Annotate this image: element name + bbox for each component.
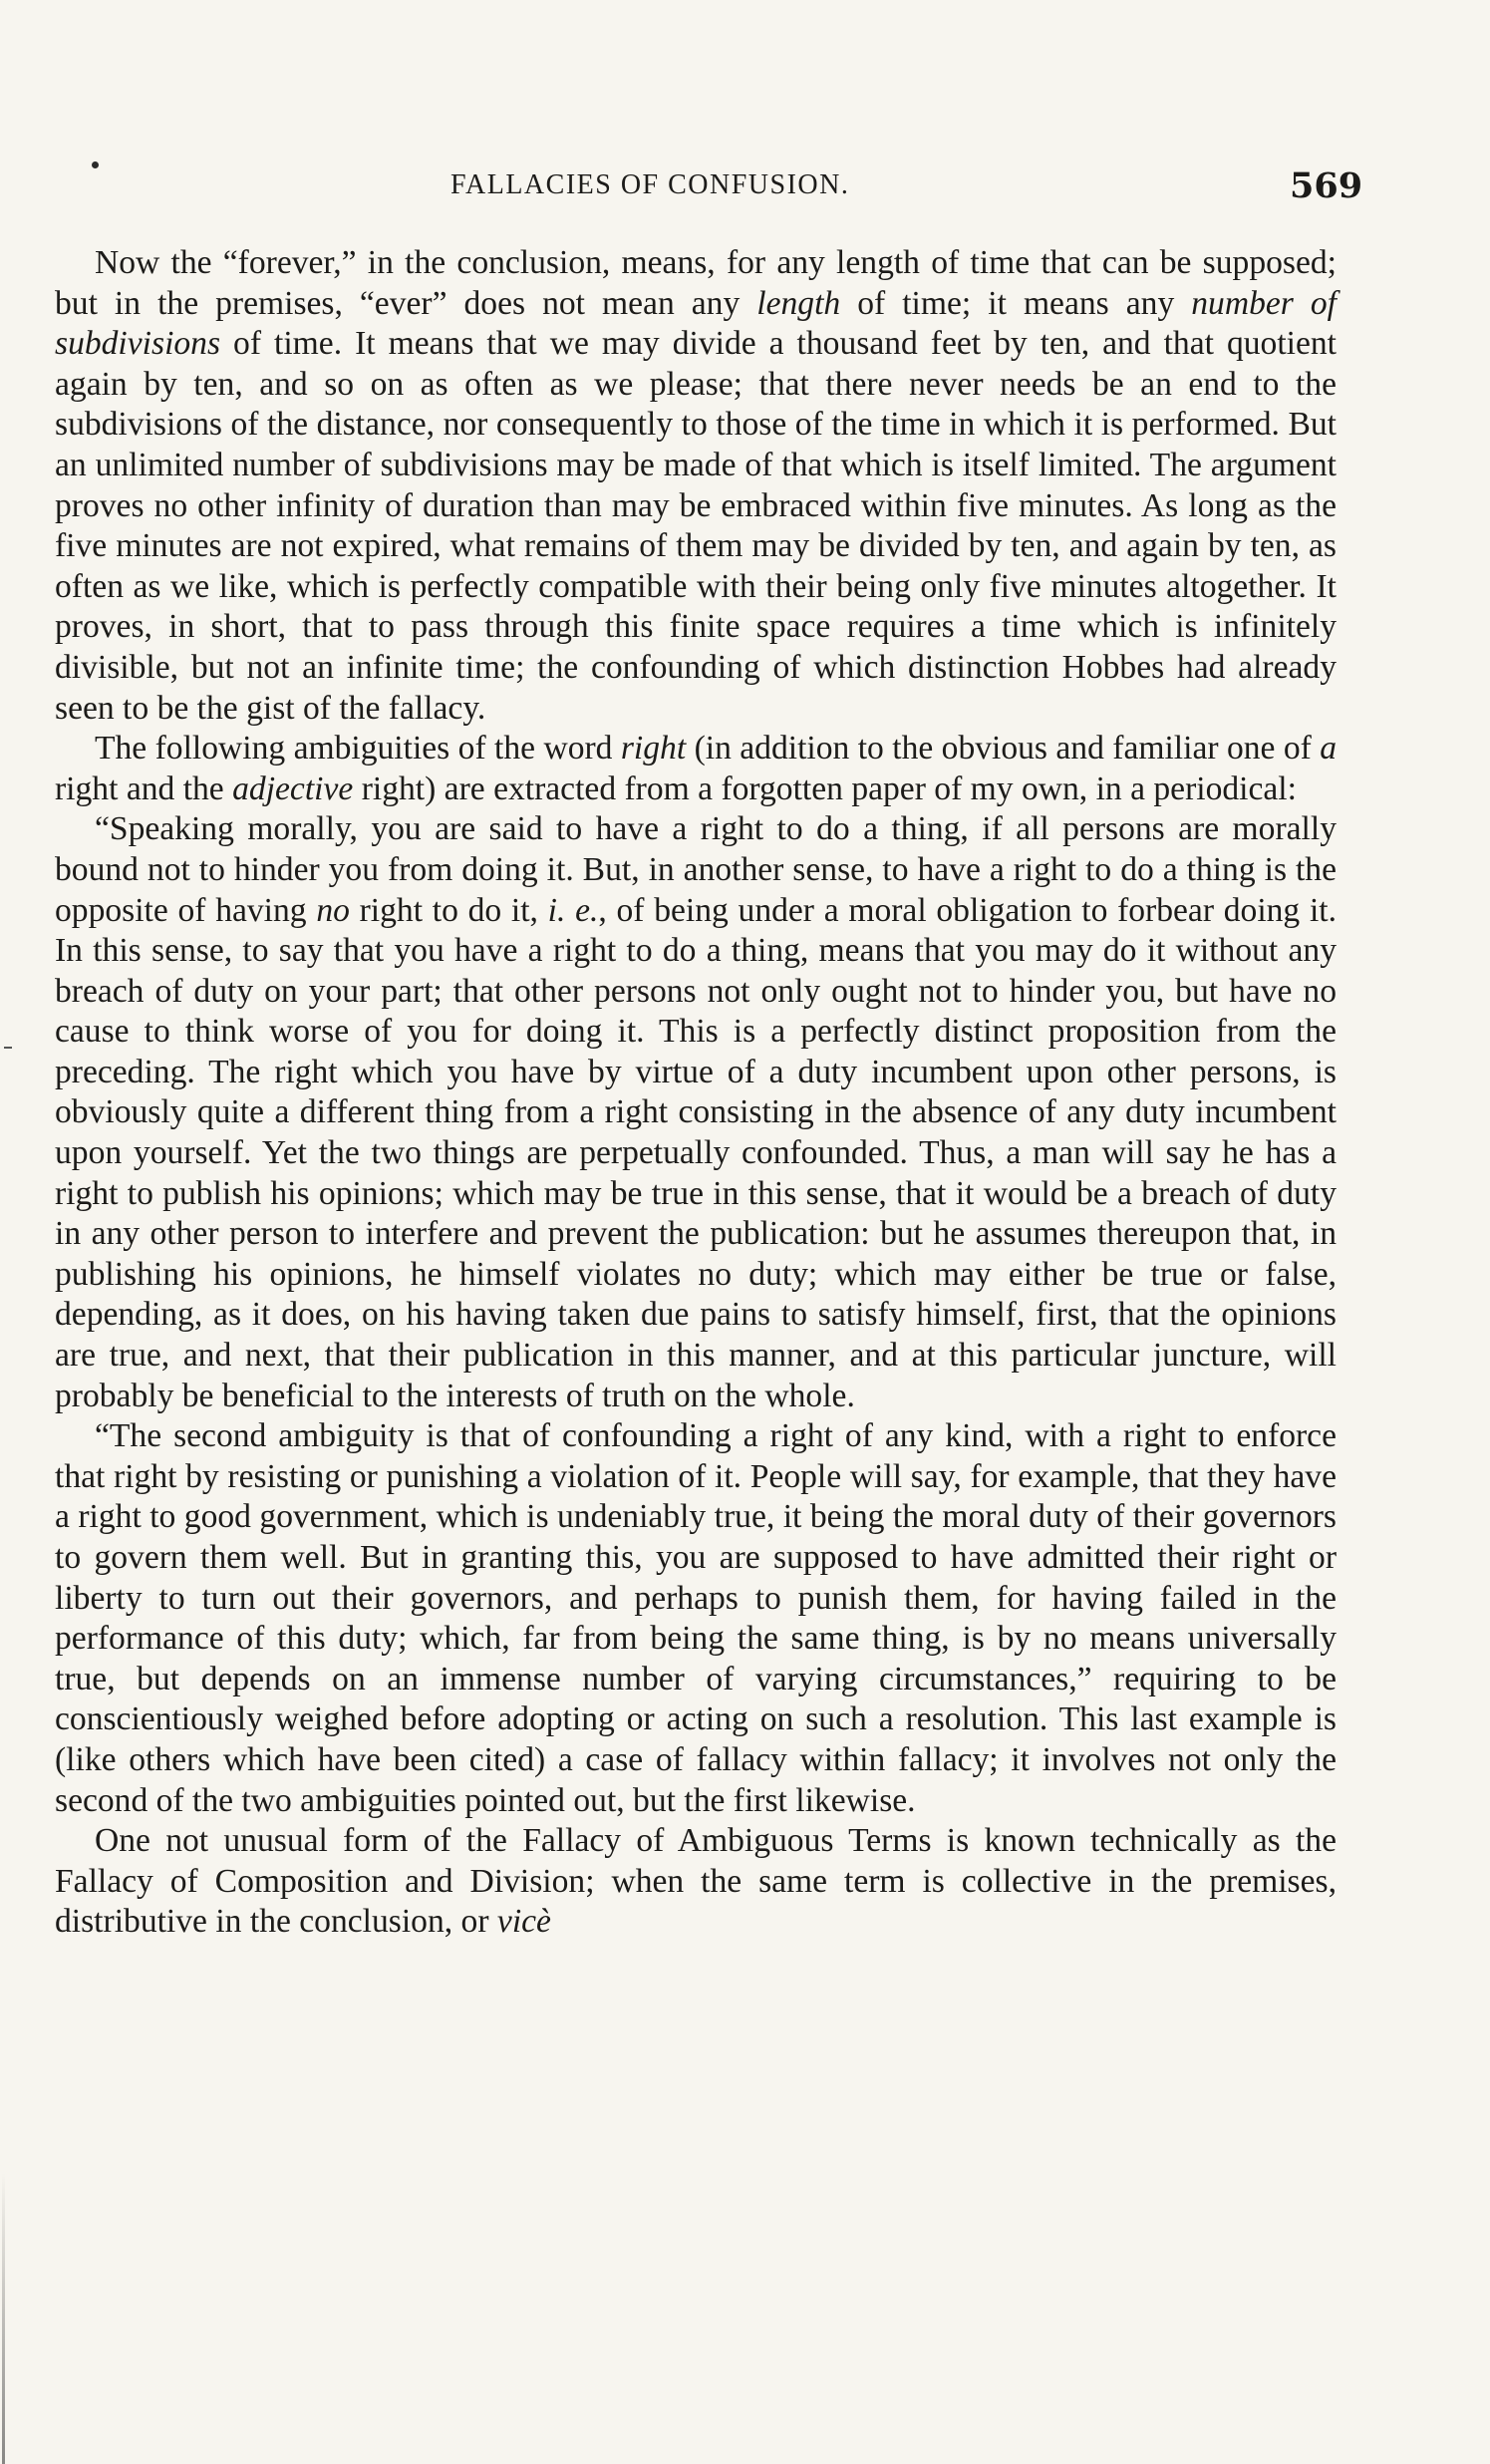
italic-segment: vicè [496,1903,551,1941]
paragraph [55,243,1337,729]
margin-mark [4,1047,12,1049]
paragraph [55,729,1337,809]
paragraph [55,809,1337,1416]
text-segment: of time; it means any [840,284,1192,322]
italic-segment: i. e. [547,891,599,929]
text-segment: The following ambiguities of the word [95,730,621,768]
italic-segment: adjective [232,770,354,807]
running-title: FALLACIES OF CONFUSION. [450,169,850,200]
text-segment: “Speaking morally, you are said to have a right to do a thing, if all persons are morally bound not to hinder you from doing it. But, in another sense, to have a right to do a thing is the opposite of having [55,810,1337,929]
text-segment: right and the [55,770,233,807]
body-text [55,243,1337,1943]
text-segment: of time. It means that we may divide a thousand feet by ten, and that quotient again by ten, and so on as often as we please; that there never needs be an end to the subdivisions of the distance, nor consequently to those of the time in which it is performed. But an unlimited number of subdivisions may be made of that which is itself limited. The argument proves no other infinity of duration than may be embraced within five minutes. As long as the five minutes are not expired, what remains of them may be divided by ten, and again by ten, as often as we like, which is perfectly compatible with their being only five minutes altogether. It proves, in short, that to pass through this finite space requires a time which is infinitely divisible, but not an infinite time; the confounding of which distinction Hobbes had already seen to be the gist of the fallacy. [55,325,1337,727]
text-segment: (in addition to the obvious and familiar one of [686,730,1321,768]
italic-segment: number of subdivisions [55,284,1337,363]
paragraph [55,1416,1337,1821]
text-segment: right) are extracted from a forgotten paper of my own, in a periodical: [353,770,1297,807]
text-segment: One not unusual form of the Fallacy of Ambiguous Terms is known technically as the Fallacy of Composition and Division; when the same term is collective in the premises, distributive in the conclusion, or [55,1822,1337,1941]
italic-segment: no [316,891,350,929]
page-edge-shadow [2,2173,5,2464]
italic-segment: length [756,284,841,322]
running-head [0,165,1490,209]
text-segment: “The second ambiguity is that of confounding a right of any kind, with a right to enforce that right by resisting or punishing a violation of it. People will say, for example, that they have a right to good government, which is undeniably true, it being the moral duty of their governors to govern them well. But in granting this, you are supposed to have admitted their right or liberty to turn out their governors, and perhaps to punish them, for having failed in the performance of this duty; which, far from being the same thing, is by no means universally true, but depends on an immense number of varying circumstances,” requiring to be conscientiously weighed before adopting or acting on such a resolution. This last example is (like others which have been cited) a case of fallacy within fallacy; it involves not only the second of the two ambiguities pointed out, but the first likewise. [55,1417,1337,1819]
text-segment: Now the “forever,” in the conclusion, means, for any length of time that can be supposed; but in the premises, “ever” does not mean any [55,244,1337,322]
italic-segment: a [1320,730,1338,768]
italic-segment: right [620,730,687,768]
text-segment: right to do it, [349,891,548,929]
text-segment: , of being under a moral obligation to forbear doing it. In this sense, to say that you have a right to do a thing, means that you may do it without any breach of duty on your part; that other persons not only ought not to hinder you, but have no cause to think worse of you for doing it. This is a perfectly distinct proposition from the preceding. The right which you have by virtue of a duty incumbent upon other persons, is obviously quite a different thing from a right consisting in the absence of any duty incumbent upon yourself. Yet the two things are perpetually confounded. Thus, a man will say he has a right to publish his opinions; which may be true in this sense, that it would be a breach of duty in any other person to interfere and prevent the publication: but he assumes thereupon that, in publishing his opinions, he himself violates no duty; which may either be true or false, depending, as it does, on his having taken due pains to satisfy himself, first, that the opinions are true, and next, that their publication in this manner, and at this particular juncture, will probably be beneficial to the interests of truth on the whole. [55,891,1337,1414]
paragraph [55,1821,1337,1943]
printer-mark [92,161,99,168]
page-number: 569 [1290,165,1363,206]
